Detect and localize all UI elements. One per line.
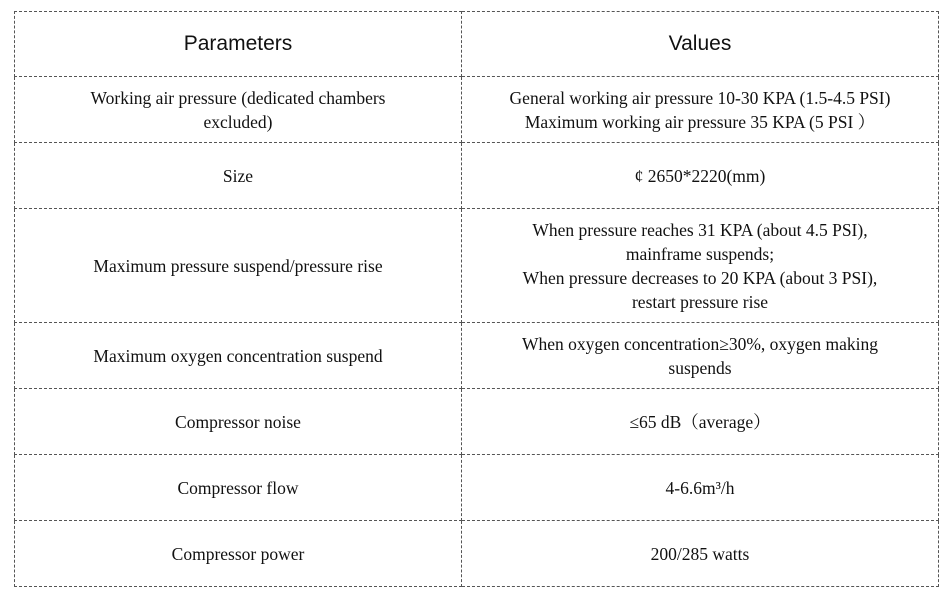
parameter-text: excluded) — [203, 111, 273, 132]
value-text: General working air pressure 10-30 KPA (1.5-4.5 PSI) — [509, 87, 891, 108]
table-row — [15, 389, 939, 455]
table-row — [15, 143, 939, 209]
table-row — [15, 521, 939, 587]
value-cell — [462, 455, 939, 521]
parameter-text: Compressor noise — [175, 411, 301, 432]
value-text: 200/285 watts — [650, 543, 750, 564]
table-row — [15, 209, 939, 323]
value-text: restart pressure rise — [631, 291, 769, 312]
parameter-cell — [15, 209, 462, 323]
parameter-cell — [15, 521, 462, 587]
table-row — [15, 323, 939, 389]
value-text: ¢ 2650*2220(mm) — [634, 165, 766, 186]
value-cell — [462, 77, 939, 143]
parameter-cell — [15, 143, 462, 209]
parameters-header: Parameters — [15, 12, 462, 77]
value-text: Maximum working air pressure 35 KPA (5 PSI ） — [524, 111, 876, 132]
value-cell — [462, 389, 939, 455]
value-text: ≤65 dB（average） — [629, 411, 771, 432]
value-text: mainframe suspends; — [625, 243, 775, 264]
parameter-text: Size — [222, 165, 254, 186]
parameter-cell — [15, 323, 462, 389]
value-cell — [462, 209, 939, 323]
specifications-table — [14, 11, 939, 587]
parameter-cell — [15, 77, 462, 143]
parameter-text: Compressor power — [171, 543, 305, 564]
value-cell — [462, 323, 939, 389]
value-text: 4-6.6m³/h — [665, 477, 735, 498]
values-header: Values — [462, 12, 939, 77]
parameter-cell — [15, 455, 462, 521]
table-row — [15, 77, 939, 143]
parameter-text: Compressor flow — [177, 477, 299, 498]
value-text: suspends — [668, 357, 732, 378]
value-text: When oxygen concentration≥30%, oxygen making — [521, 333, 879, 354]
parameter-text: Working air pressure (dedicated chambers — [90, 87, 386, 108]
value-text: When pressure decreases to 20 KPA (about 3 PSI), — [522, 267, 878, 288]
value-cell — [462, 521, 939, 587]
table-row — [15, 455, 939, 521]
parameter-text: Maximum pressure suspend/pressure rise — [93, 255, 383, 276]
value-cell — [462, 143, 939, 209]
header-row — [15, 12, 939, 77]
parameter-text: Maximum oxygen concentration suspend — [93, 345, 383, 366]
parameter-cell — [15, 389, 462, 455]
value-text: When pressure reaches 31 KPA (about 4.5 PSI), — [532, 219, 868, 240]
